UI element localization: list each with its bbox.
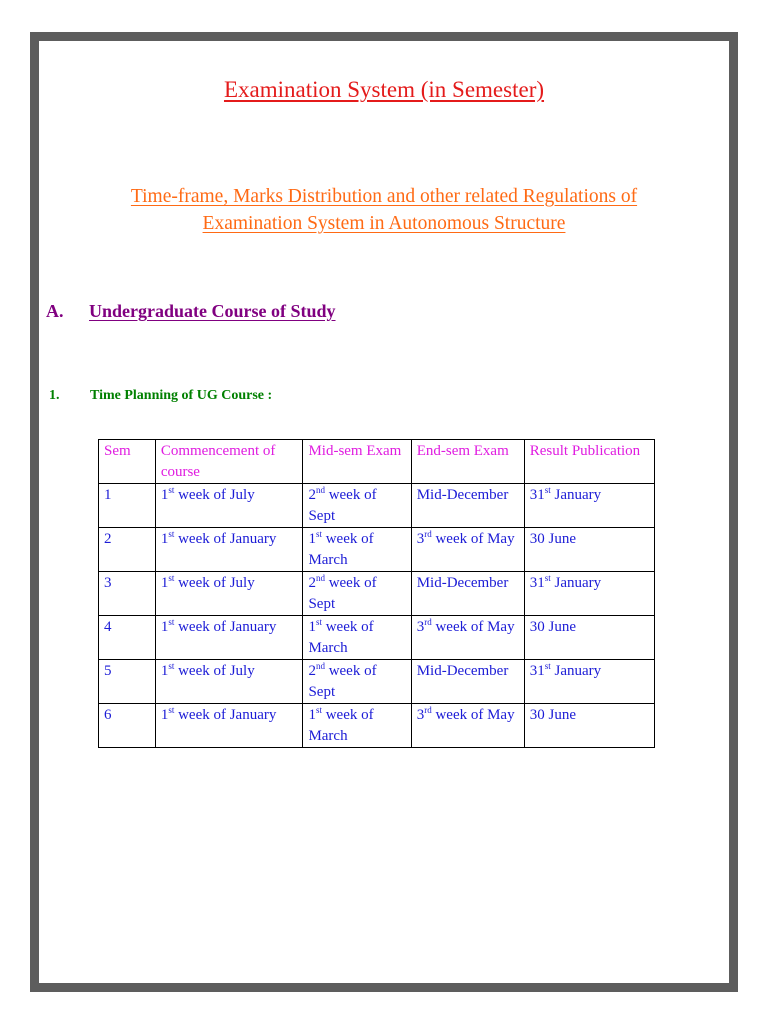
cell-ordinal-suffix: st — [168, 705, 175, 715]
table-row — [99, 528, 655, 572]
cell-number: 1 — [160, 575, 169, 591]
cell-midsem — [303, 616, 411, 660]
cell-text: week of January — [174, 707, 277, 723]
cell-text: 30 June — [529, 707, 576, 723]
section-letter: A. — [46, 301, 64, 321]
table-body — [99, 484, 655, 748]
cell-number: 1 — [160, 619, 169, 635]
cell-sem: 3 — [99, 572, 156, 616]
cell-text: Mid-December — [416, 487, 509, 503]
cell-number: 2 — [308, 575, 316, 591]
cell-commencement — [155, 660, 303, 704]
cell-commencement — [155, 528, 303, 572]
cell-number: 31 — [529, 487, 545, 503]
table-row — [99, 660, 655, 704]
cell-ordinal-suffix: st — [168, 617, 175, 627]
cell-number: 3 — [416, 707, 425, 723]
cell-text: January — [550, 487, 602, 503]
cell-text: week of May — [431, 619, 515, 635]
cell-sem: 4 — [99, 616, 156, 660]
cell-text: week of Sept — [308, 663, 377, 700]
cell-result — [524, 572, 654, 616]
cell-midsem — [303, 660, 411, 704]
ug-time-planning-table — [98, 439, 655, 748]
table-row — [99, 616, 655, 660]
cell-number: 1 — [160, 531, 169, 547]
cell-endsem — [411, 572, 524, 616]
table-header-row — [99, 440, 655, 484]
cell-text: week of March — [308, 707, 374, 744]
cell-sem: 1 — [99, 484, 156, 528]
cell-result — [524, 484, 654, 528]
cell-text: week of Sept — [308, 487, 377, 524]
cell-commencement — [155, 484, 303, 528]
cell-text: 30 June — [529, 531, 576, 547]
cell-sem: 2 — [99, 528, 156, 572]
document-frame — [30, 32, 738, 992]
cell-number: 31 — [529, 575, 545, 591]
cell-result — [524, 704, 654, 748]
cell-result — [524, 528, 654, 572]
cell-endsem — [411, 660, 524, 704]
cell-text: week of May — [431, 531, 515, 547]
table-row — [99, 572, 655, 616]
cell-endsem — [411, 704, 524, 748]
cell-number: 2 — [308, 663, 316, 679]
cell-text: Mid-December — [416, 575, 509, 591]
cell-ordinal-suffix: st — [315, 705, 322, 715]
section-heading-text: Undergraduate Course of Study — [89, 301, 336, 321]
cell-number: 3 — [416, 619, 425, 635]
table-row — [99, 704, 655, 748]
cell-number: 3 — [416, 531, 425, 547]
document-page — [39, 41, 729, 983]
cell-endsem — [411, 528, 524, 572]
cell-text: week of July — [174, 487, 255, 503]
cell-ordinal-suffix: st — [544, 661, 551, 671]
cell-commencement — [155, 572, 303, 616]
cell-text: week of Sept — [308, 575, 377, 612]
header-sem: Sem — [99, 440, 156, 484]
cell-ordinal-suffix: st — [544, 485, 551, 495]
cell-number: 1 — [308, 619, 316, 635]
cell-endsem — [411, 616, 524, 660]
cell-number: 2 — [308, 487, 316, 503]
table-row — [99, 484, 655, 528]
cell-ordinal-suffix: st — [544, 573, 551, 583]
cell-commencement — [155, 616, 303, 660]
cell-result — [524, 616, 654, 660]
cell-number: 1 — [160, 663, 169, 679]
cell-text: week of March — [308, 531, 374, 568]
cell-ordinal-suffix: st — [315, 529, 322, 539]
header-midsem: Mid-sem Exam — [303, 440, 411, 484]
cell-commencement — [155, 704, 303, 748]
cell-midsem — [303, 704, 411, 748]
document-subtitle — [59, 183, 709, 237]
cell-ordinal-suffix: rd — [424, 529, 432, 539]
cell-number: 1 — [308, 531, 316, 547]
cell-number: 31 — [529, 663, 545, 679]
cell-midsem — [303, 484, 411, 528]
cell-ordinal-suffix: st — [315, 617, 322, 627]
item-1-heading — [49, 388, 272, 404]
cell-text: Mid-December — [416, 663, 509, 679]
cell-text: week of May — [431, 707, 515, 723]
cell-midsem — [303, 572, 411, 616]
cell-ordinal-suffix: st — [168, 661, 175, 671]
cell-ordinal-suffix: rd — [424, 617, 432, 627]
subtitle-line-2: Examination System in Autonomous Structure — [202, 213, 566, 234]
cell-number: 1 — [308, 707, 316, 723]
cell-number: 1 — [160, 487, 169, 503]
cell-ordinal-suffix: st — [168, 485, 175, 495]
cell-result — [524, 660, 654, 704]
cell-ordinal-suffix: nd — [315, 573, 325, 583]
header-endsem: End-sem Exam — [411, 440, 524, 484]
cell-sem: 5 — [99, 660, 156, 704]
cell-ordinal-suffix: st — [168, 573, 175, 583]
section-a-heading — [46, 301, 336, 322]
cell-text: January — [550, 663, 602, 679]
cell-number: 1 — [160, 707, 169, 723]
header-result: Result Publication — [524, 440, 654, 484]
cell-ordinal-suffix: nd — [315, 485, 325, 495]
item-number: 1. — [49, 388, 60, 403]
cell-ordinal-suffix: st — [168, 529, 175, 539]
cell-ordinal-suffix: nd — [315, 661, 325, 671]
subtitle-line-1: Time-frame, Marks Distribution and other related Regulations of — [130, 186, 638, 207]
cell-midsem — [303, 528, 411, 572]
cell-text: week of July — [174, 663, 255, 679]
cell-text: week of March — [308, 619, 374, 656]
cell-sem: 6 — [99, 704, 156, 748]
document-title: Examination System (in Semester) — [223, 77, 545, 102]
cell-text: week of July — [174, 575, 255, 591]
cell-text: January — [550, 575, 602, 591]
header-commencement: Commencement of course — [155, 440, 303, 484]
item-label: Time Planning of UG Course : — [90, 388, 273, 403]
cell-text: week of January — [174, 619, 277, 635]
cell-text: 30 June — [529, 619, 576, 635]
cell-ordinal-suffix: rd — [424, 705, 432, 715]
cell-endsem — [411, 484, 524, 528]
cell-text: week of January — [174, 531, 277, 547]
